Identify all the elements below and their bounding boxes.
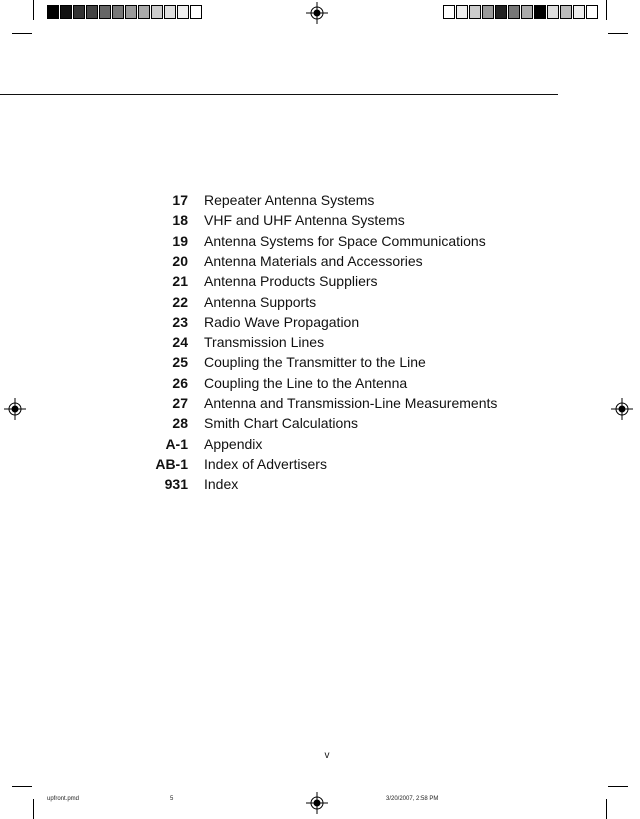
color-swatch <box>47 5 59 19</box>
toc-chapter-number: 18 <box>172 212 188 229</box>
toc-entry[interactable] <box>0 190 640 210</box>
toc-chapter-title: Transmission Lines <box>204 334 325 351</box>
toc-chapter-number: 21 <box>172 273 188 290</box>
toc-entry[interactable] <box>0 352 640 372</box>
toc-chapter-number: 28 <box>172 415 188 432</box>
toc-entry[interactable] <box>0 271 640 291</box>
color-swatch <box>521 5 533 19</box>
toc-entry[interactable] <box>0 210 640 230</box>
toc-chapter-number: A-1 <box>165 435 188 452</box>
color-swatch <box>177 5 189 19</box>
color-swatch <box>573 5 585 19</box>
toc-chapter-title: VHF and UHF Antenna Systems <box>204 212 405 229</box>
slug-datetime: 3/20/2007, 2:58 PM <box>386 796 439 802</box>
color-swatch <box>151 5 163 19</box>
toc-chapter-number: 23 <box>172 313 188 330</box>
color-swatch <box>138 5 150 19</box>
slug-page: 5 <box>170 796 174 802</box>
toc-entry[interactable] <box>0 231 640 251</box>
toc-chapter-title: Coupling the Transmitter to the Line <box>204 354 426 371</box>
crop-mark-top-right-vertical <box>606 0 607 20</box>
header-rule <box>0 94 558 95</box>
color-swatch <box>547 5 559 19</box>
toc-entry[interactable] <box>0 251 640 271</box>
toc-chapter-title: Antenna Supports <box>204 293 317 310</box>
toc-entry[interactable] <box>0 373 640 393</box>
toc-chapter-number: 26 <box>172 374 188 391</box>
color-swatch <box>482 5 494 19</box>
toc-chapter-title: Appendix <box>204 435 263 452</box>
toc-chapter-title: Antenna Systems for Space Communications <box>204 232 486 249</box>
toc-entry[interactable] <box>0 434 640 454</box>
toc-chapter-title: Radio Wave Propagation <box>204 313 360 330</box>
toc-chapter-number: AB-1 <box>155 455 188 472</box>
toc-chapter-title: Antenna and Transmission-Line Measurements <box>204 395 498 411</box>
registration-mark-top-icon <box>306 2 328 24</box>
toc-entry[interactable] <box>0 292 640 312</box>
crop-mark-bottom-left-vertical <box>33 799 34 819</box>
color-swatch <box>60 5 72 19</box>
toc-entry[interactable] <box>0 474 640 494</box>
color-swatch <box>190 5 202 19</box>
registration-mark-bottom-icon <box>306 792 328 814</box>
toc-chapter-number: 19 <box>172 232 188 249</box>
toc-chapter-number: 24 <box>172 334 188 351</box>
color-swatch <box>469 5 481 19</box>
toc-entry[interactable] <box>0 393 640 413</box>
color-bar-right <box>443 5 599 19</box>
toc-entry[interactable] <box>0 332 640 352</box>
toc-chapter-title: Antenna Products Suppliers <box>204 273 378 290</box>
crop-mark-bottom-right-vertical <box>606 799 607 819</box>
toc-chapter-number: 17 <box>172 192 188 208</box>
toc-entry[interactable] <box>0 454 640 474</box>
toc-chapter-number: 20 <box>172 252 188 269</box>
toc-chapter-number: 25 <box>172 354 188 371</box>
color-swatch <box>456 5 468 19</box>
color-swatch <box>99 5 111 19</box>
crop-mark-bottom-left-horizontal <box>12 786 32 787</box>
toc-chapter-title: Repeater Antenna Systems <box>204 192 375 208</box>
crop-mark-top-right-horizontal <box>608 33 628 34</box>
color-swatch <box>534 5 546 19</box>
crop-mark-top-left-horizontal <box>12 33 32 34</box>
color-swatch <box>164 5 176 19</box>
toc-chapter-title: Smith Chart Calculations <box>204 415 359 432</box>
color-swatch <box>112 5 124 19</box>
toc-chapter-title: Index <box>204 476 239 493</box>
crop-mark-top-left-vertical <box>33 0 34 20</box>
crop-mark-bottom-right-horizontal <box>608 786 628 787</box>
color-swatch <box>125 5 137 19</box>
color-bar-left <box>47 5 203 19</box>
toc-chapter-title: Index of Advertisers <box>204 455 327 472</box>
color-swatch <box>508 5 520 19</box>
page-folio: v <box>324 750 330 761</box>
color-swatch <box>86 5 98 19</box>
color-swatch <box>586 5 598 19</box>
toc-chapter-title: Coupling the Line to the Antenna <box>204 374 408 391</box>
toc-chapter-number: 931 <box>164 476 188 493</box>
color-swatch <box>443 5 455 19</box>
color-swatch <box>495 5 507 19</box>
toc-entry[interactable] <box>0 312 640 332</box>
toc-chapter-number: 22 <box>172 293 188 310</box>
toc-chapter-number: 27 <box>172 395 188 411</box>
slug-filename: upfront.pmd <box>47 796 80 802</box>
color-swatch <box>73 5 85 19</box>
toc-entry[interactable] <box>0 413 640 433</box>
color-swatch <box>560 5 572 19</box>
toc-chapter-title: Antenna Materials and Accessories <box>204 252 423 269</box>
